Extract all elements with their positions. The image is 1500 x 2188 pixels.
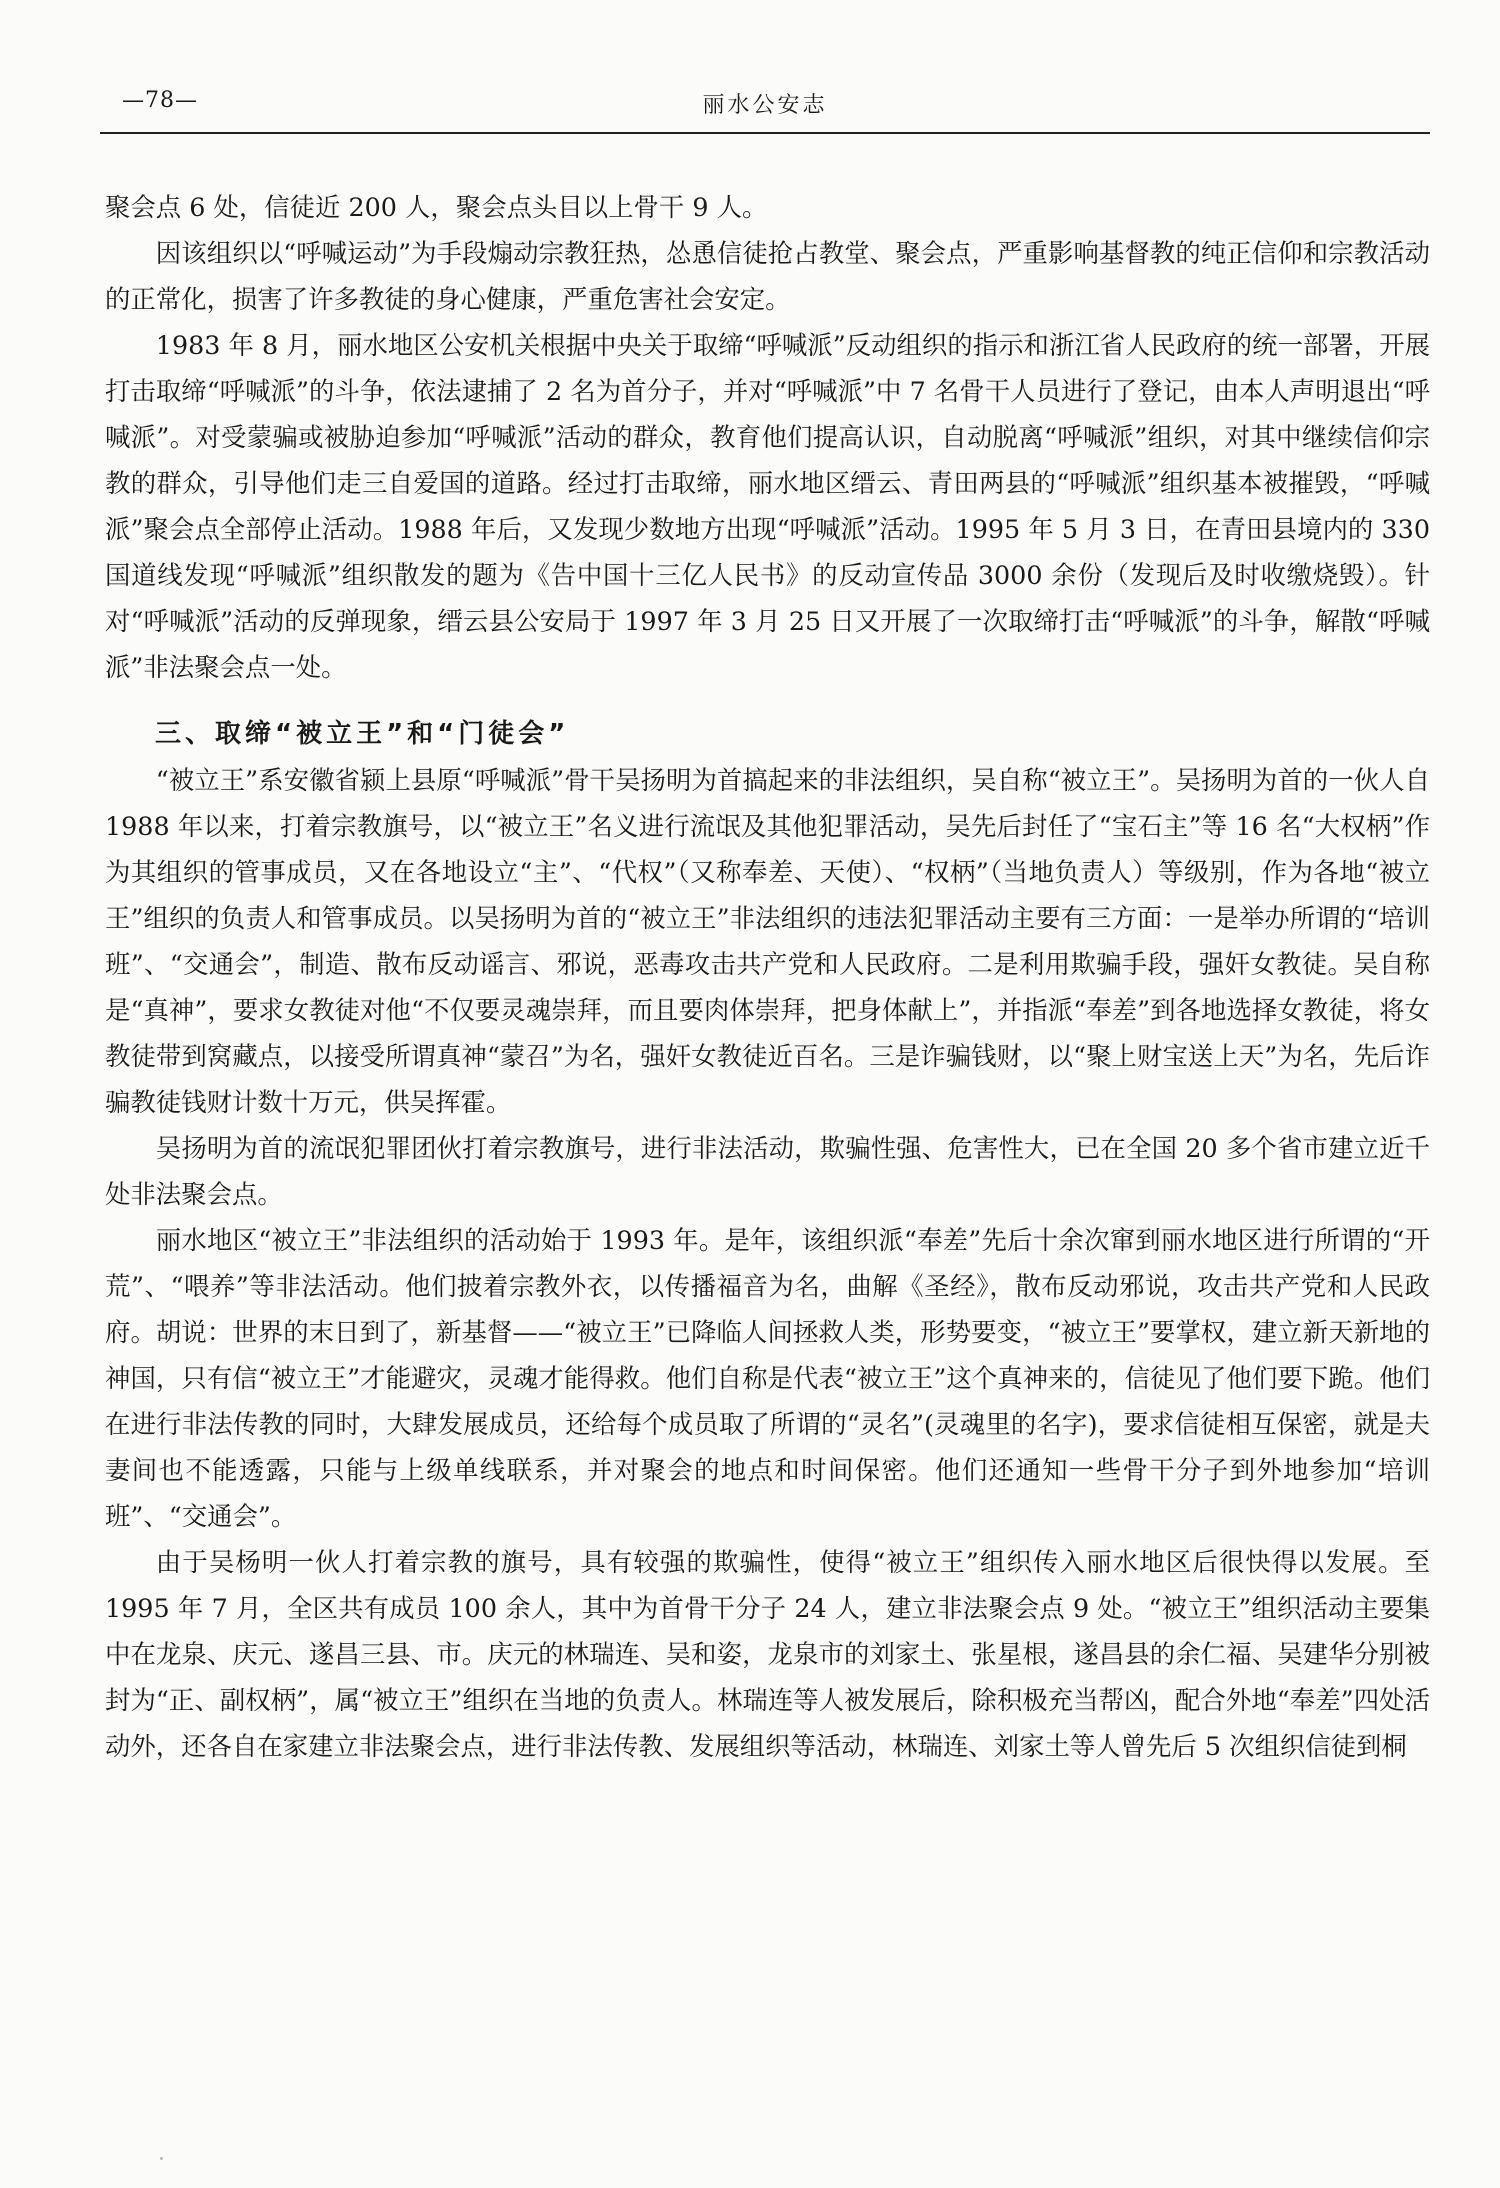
running-title: 丽水公安志 xyxy=(702,93,828,118)
paragraph: 由于吴杨明一伙人打着宗教的旗号，具有较强的欺骗性，使得“被立王”组织传入丽水地区后很快得以发展。至 1995 年 7 月，全区共有成员 100 余人，其中为首骨干分子 24 人，建立非法聚会点 9 处。“被立王”组织活动主要集中在龙泉、庆元、遂昌三县、市。庆元的林瑞连、吴和姿，龙泉市的刘家土、张星根，遂昌县的余仁福、吴建华分别被封为“正、副权柄”，属“被立王”组织在当地的负责人。林瑞连等人被发展后，除积极充当帮凶，配合外地“奉差”四处活动外，还各自在家建立非法聚会点，进行非法传教、发展组织等活动，林瑞连、刘家土等人曾先后 5 次组织信徒到桐 xyxy=(105,1547,1430,1761)
scan-speck xyxy=(160,2157,163,2160)
page-header xyxy=(100,82,1430,134)
paragraph: 因该组织以“呼喊运动”为手段煽动宗教狂热，怂恿信徒抢占教堂、聚会点，严重影响基督教的纯正信仰和宗教活动的正常化，损害了许多教徒的身心健康，严重危害社会安定。 xyxy=(105,238,1430,314)
paragraph: 聚会点 6 处，信徒近 200 人，聚会点头目以上骨干 9 人。 xyxy=(105,192,768,222)
page-number: —78— xyxy=(122,88,198,113)
page-body xyxy=(105,184,1430,1769)
paragraph: “被立王”系安徽省颍上县原“呼喊派”骨干吴扬明为首搞起来的非法组织，吴自称“被立王”。吴扬明为首的一伙人自 1988 年以来，打着宗教旗号，以“被立王”名义进行流氓及其他犯罪活动，吴先后封任了“宝石主”等 16 名“大权柄”作为其组织的管事成员，又在各地设立“主”、“代权”（又称奉差、天使）、“权柄”（当地负责人）等级别，作为各地“被立王”组织的负责人和管事成员。以吴扬明为首的“被立王”非法组织的违法犯罪活动主要有三方面：一是举办所谓的“培训班”、“交通会”，制造、散布反动谣言、邪说，恶毒攻击共产党和人民政府。二是利用欺骗手段，强奸女教徒。吴自称是“真神”，要求女教徒对他“不仅要灵魂崇拜，而且要肉体崇拜，把身体献上”，并指派“奉差”到各地选择女教徒，将女教徒带到窝藏点，以接受所谓真神“蒙召”为名，强奸女教徒近百名。三是诈骗钱财，以“聚上财宝送上天”为名，先后诈骗教徒钱财计数十万元，供吴挥霍。 xyxy=(105,765,1430,1117)
paragraph: 1983 年 8 月，丽水地区公安机关根据中央关于取缔“呼喊派”反动组织的指示和浙江省人民政府的统一部署，开展打击取缔“呼喊派”的斗争，依法逮捕了 2 名为首分子，并对“呼喊派”中 7 名骨干人员进行了登记，由本人声明退出“呼喊派”。对受蒙骗或被胁迫参加“呼喊派”活动的群众，教育他们提高认识，自动脱离“呼喊派”组织，对其中继续信仰宗教的群众，引导他们走三自爱国的道路。经过打击取缔，丽水地区缙云、青田两县的“呼喊派”组织基本被摧毁，“呼喊派”聚会点全部停止活动。1988 年后，又发现少数地方出现“呼喊派”活动。1995 年 5 月 3 日，在青田县境内的 330 国道线发现“呼喊派”组织散发的题为《告中国十三亿人民书》的反动宣传品 3000 余份（发现后及时收缴烧毁）。针对“呼喊派”活动的反弹现象，缙云县公安局于 1997 年 3 月 25 日又开展了一次取缔打击“呼喊派”的斗争，解散“呼喊派”非法聚会点一处。 xyxy=(105,330,1430,682)
paragraph: 吴扬明为首的流氓犯罪团伙打着宗教旗号，进行非法活动，欺骗性强、危害性大，已在全国 20 多个省市建立近千处非法聚会点。 xyxy=(105,1133,1430,1209)
paragraph: 丽水地区“被立王”非法组织的活动始于 1993 年。是年，该组织派“奉差”先后十余次窜到丽水地区进行所谓的“开荒”、“喂养”等非法活动。他们披着宗教外衣，以传播福音为名，曲解《圣经》，散布反动邪说，攻击共产党和人民政府。胡说：世界的末日到了，新基督——“被立王”已降临人间拯救人类，形势要变，“被立王”要掌权，建立新天新地的神国，只有信“被立王”才能避灾，灵魂才能得救。他们自称是代表“被立王”这个真神来的，信徒见了他们要下跪。他们在进行非法传教的同时，大肆发展成员，还给每个成员取了所谓的“灵名”(灵魂里的名字)，要求信徒相互保密，就是夫妻间也不能透露，只能与上级单线联系，并对聚会的地点和时间保密。他们还通知一些骨干分子到外地参加“培训班”、“交通会”。 xyxy=(105,1225,1430,1531)
section-heading: 三、取缔“被立王”和“门徒会” xyxy=(155,719,570,749)
